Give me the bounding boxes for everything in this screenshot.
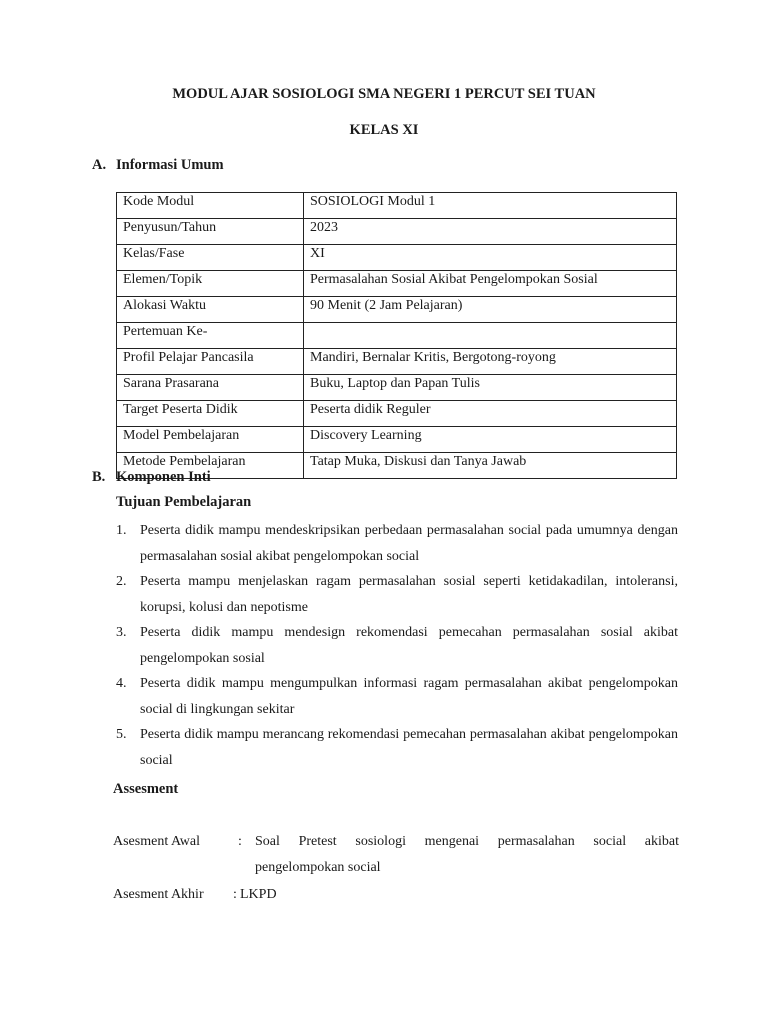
assessment-value — [255, 829, 679, 880]
list-item-number: 4. — [116, 676, 127, 691]
assessment-value-line: Soal Pretest sosiologi mengenai permasalahan social akibat — [255, 834, 679, 849]
table-row — [117, 245, 677, 271]
list-item-text: Peserta didik mampu mendesign rekomendasi pemecahan permasalahan sosial akibat pengelompokan sosial — [140, 625, 678, 666]
table-cell-value: Permasalahan Sosial Akibat Pengelompokan Sosial — [304, 271, 677, 297]
table-cell-key: Profil Pelajar Pancasila — [117, 349, 304, 375]
table-cell-key: Sarana Prasarana — [117, 375, 304, 401]
assessment-colon: : — [233, 887, 237, 902]
table-cell-value: SOSIOLOGI Modul 1 — [304, 193, 677, 219]
table-cell-value: Buku, Laptop dan Papan Tulis — [304, 375, 677, 401]
list-item-text: Peserta didik mampu merancang rekomendasi pemecahan permasalahan akibat pengelompokan social — [140, 727, 678, 768]
list-item-text: Peserta mampu menjelaskan ragam permasalahan sosial seperti ketidakadilan, intoleransi, korupsi, kolusi dan nepotisme — [140, 574, 678, 615]
assessment-label: Asesment Akhir — [113, 887, 204, 902]
table-row — [117, 375, 677, 401]
table-cell-value: Peserta didik Reguler — [304, 401, 677, 427]
table-cell-key: Elemen/Topik — [117, 271, 304, 297]
goals-list — [116, 518, 678, 773]
list-item — [116, 722, 678, 773]
list-item — [116, 569, 678, 620]
list-item-number: 3. — [116, 625, 127, 640]
section-b-heading — [92, 469, 211, 486]
info-table — [116, 192, 677, 479]
assessment-colon: : — [238, 834, 242, 849]
document-title: MODUL AJAR SOSIOLOGI SMA NEGERI 1 PERCUT SEI TUAN — [172, 86, 596, 102]
assessment-heading: Assesment — [113, 781, 179, 797]
table-row — [117, 297, 677, 323]
table-cell-value: Mandiri, Bernalar Kritis, Bergotong-royong — [304, 349, 677, 375]
table-row — [117, 323, 677, 349]
table-row — [117, 271, 677, 297]
table-row — [117, 193, 677, 219]
document-subtitle: KELAS XI — [349, 122, 419, 138]
assessment-value: LKPD — [240, 887, 277, 902]
section-a-letter: A. — [92, 157, 107, 173]
table-cell-value — [304, 323, 677, 349]
list-item-number: 1. — [116, 523, 127, 538]
section-b-letter: B. — [92, 469, 106, 485]
table-cell-key: Pertemuan Ke- — [117, 323, 304, 349]
table-cell-key: Target Peserta Didik — [117, 401, 304, 427]
table-cell-value: Discovery Learning — [304, 427, 677, 453]
list-item-number: 2. — [116, 574, 127, 589]
table-row — [117, 401, 677, 427]
table-cell-value: Tatap Muka, Diskusi dan Tanya Jawab — [304, 453, 677, 479]
table-cell-key: Penyusun/Tahun — [117, 219, 304, 245]
table-cell-value: 90 Menit (2 Jam Pelajaran) — [304, 297, 677, 323]
goals-heading: Tujuan Pembelajaran — [116, 494, 252, 510]
table-cell-key: Alokasi Waktu — [117, 297, 304, 323]
section-b-title: Komponen Inti — [116, 469, 211, 485]
list-item-number: 5. — [116, 727, 127, 742]
table-row — [117, 427, 677, 453]
table-cell-value: XI — [304, 245, 677, 271]
section-a-title: Informasi Umum — [116, 157, 224, 173]
table-row — [117, 349, 677, 375]
list-item-text: Peserta didik mampu mendeskripsikan perbedaan permasalahan social pada umumnya dengan permasalahan sosial akibat pengelompokan social — [140, 523, 678, 564]
list-item-text: Peserta didik mampu mengumpulkan informasi ragam permasalahan akibat pengelompokan social di lingkungan sekitar — [140, 676, 678, 717]
list-item — [116, 620, 678, 671]
assessment-value-line: pengelompokan social — [255, 859, 381, 875]
list-item — [116, 518, 678, 569]
assessment-label: Asesment Awal — [113, 834, 200, 849]
table-cell-key: Model Pembelajaran — [117, 427, 304, 453]
table-cell-key: Kelas/Fase — [117, 245, 304, 271]
table-row — [117, 219, 677, 245]
table-cell-key: Kode Modul — [117, 193, 304, 219]
table-cell-key: Metode Pembelajaran — [117, 453, 304, 479]
list-item — [116, 671, 678, 722]
table-cell-value: 2023 — [304, 219, 677, 245]
section-a-heading — [92, 157, 224, 174]
